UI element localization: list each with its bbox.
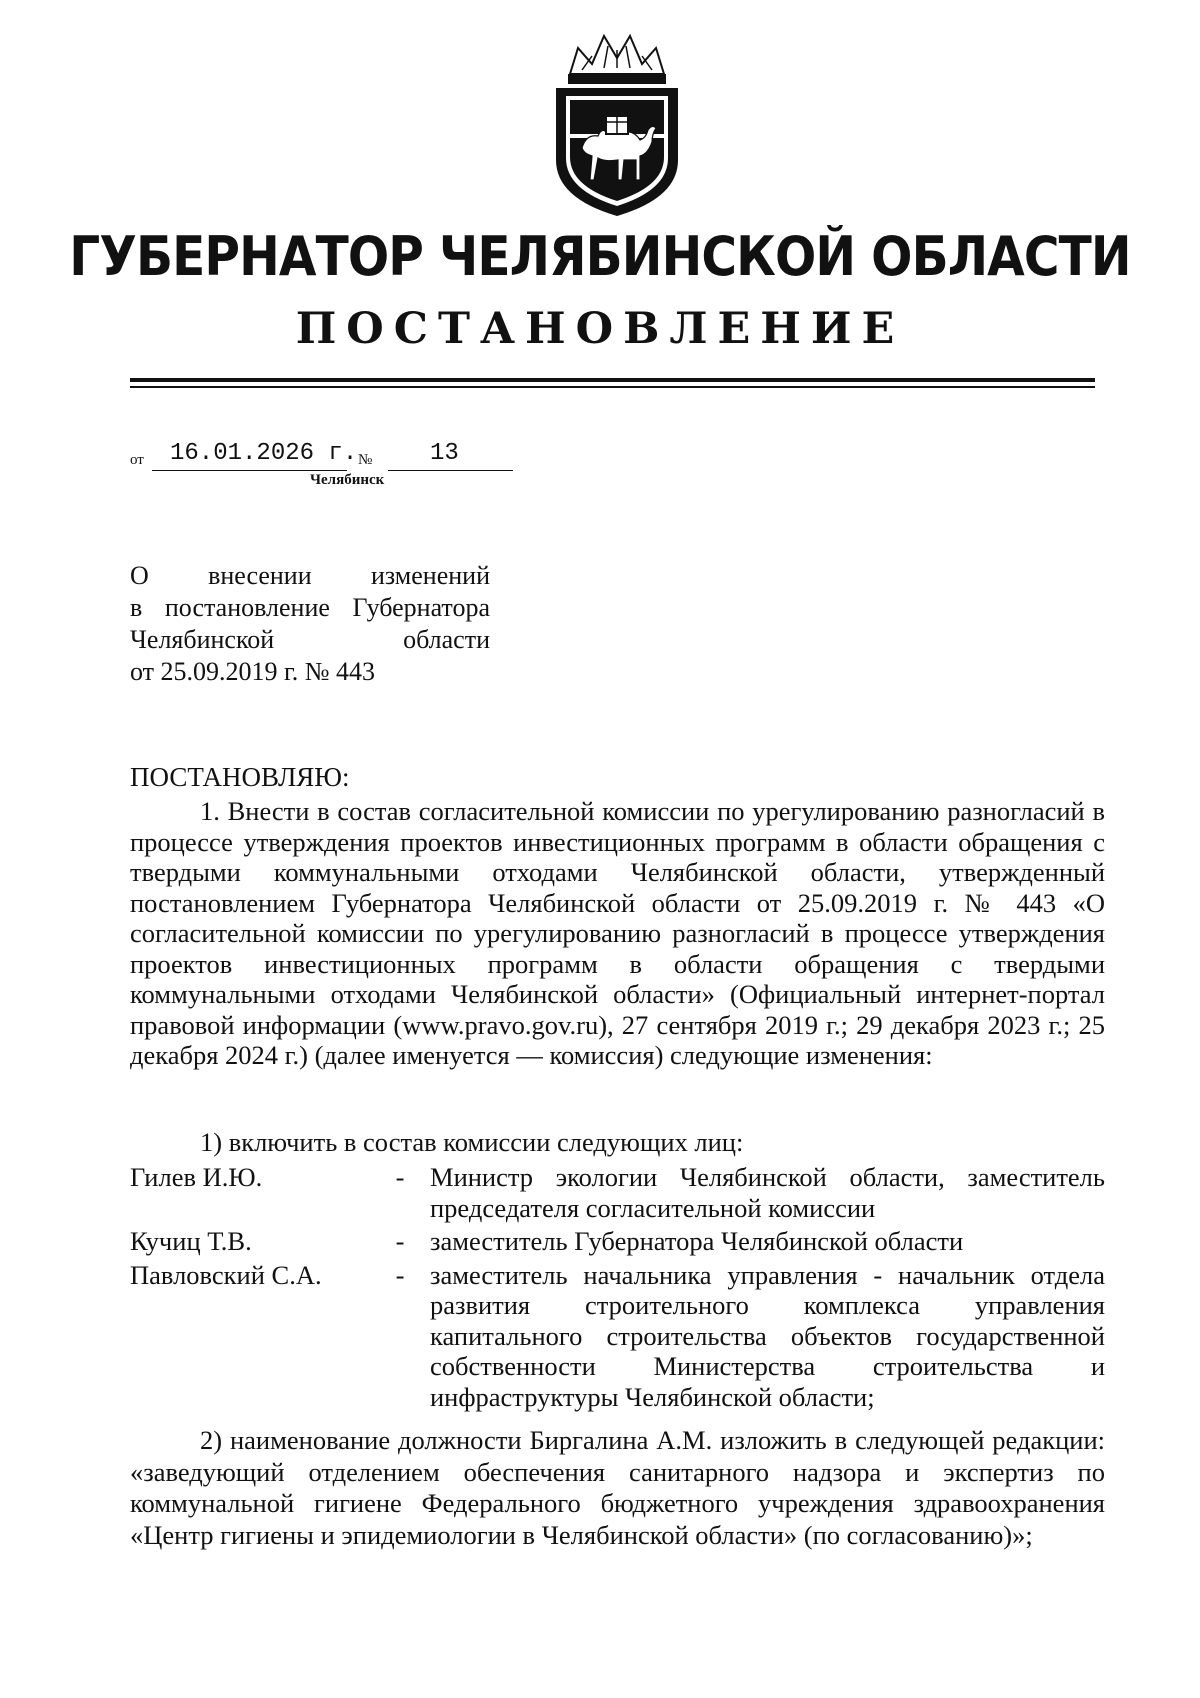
person-name: Павловский С.А. [130, 1259, 322, 1290]
document-number: 13 [430, 440, 459, 467]
person-name: Кучиц Т.В. [130, 1226, 252, 1256]
person-dash: - [395, 1226, 405, 1256]
document-date: 16.01.2026 г. [170, 440, 358, 467]
person-row [130, 1226, 1105, 1257]
number-underline [388, 470, 513, 471]
date-number-line [130, 440, 570, 470]
person-name: Гилев И.Ю. [130, 1162, 263, 1192]
resolve-word: ПОСТАНОВЛЯЮ: [130, 762, 350, 792]
paragraph-1-text: 1. Внести в состав согласительной комиссии по урегулированию разногласий в процессе утверждения проектов инвестиционных программ в области обращения с твердыми коммунальными отходами Челябинской области, утвержденный постановлением Губернатора Челябинской области от 25.09.2019 г. № 443 «О согласительной комиссии по урегулированию разногласий в процессе утверждения проектов инвестиционных программ в области обращения с твердыми коммунальными отходами Челябинской области» (Официальный интернет-портал правовой информации (www.pravo.gov.ru), 27 сентября 2019 г.; 29 декабря 2023 г.; 25 декабря 2024 г.) (далее именуется — комиссия) следующие изменения: [130, 796, 1105, 1070]
city: Челябинск [310, 472, 385, 488]
paragraph-1 [130, 796, 1105, 1071]
paragraph-2 [130, 1425, 1105, 1551]
from-label: от [130, 452, 144, 468]
header-rule-thin [130, 386, 1095, 388]
subparagraph-1: 1) включить в состав комиссии следующих лиц: [200, 1127, 744, 1157]
authority-title: ГУБЕРНАТОР ЧЕЛЯБИНСКОЙ ОБЛАСТИ [69, 225, 1131, 288]
paragraph-2-text: 2) наименование должности Биргалина А.М. изложить в следующей редакции: «заведующий отделением обеспечения санитарного надзора и экспертиз по коммунальной гигиене Федерального бюджетного учреждения здравоохранения «Центр гигиены и эпидемиологии в Челябинской области» (по согласованию)»; [130, 1425, 1105, 1550]
subject-line: О внесении изменений [130, 561, 490, 590]
header-rule-thick [130, 378, 1095, 382]
number-label: № [358, 452, 373, 468]
subject-line: Челябинской области [130, 625, 490, 654]
document-type: ПОСТАНОВЛЕНИЕ [295, 304, 905, 354]
subject-line: в постановление Губернатора [130, 593, 490, 622]
subject-line: от 25.09.2019 г. № 443 [130, 657, 376, 686]
person-dash: - [395, 1162, 405, 1192]
person-role: Министр экологии Челябинской области, заместитель председателя согласительной комиссии [430, 1162, 1105, 1223]
person-role: заместитель Губернатора Челябинской области [430, 1226, 964, 1256]
document-subject [130, 560, 490, 688]
chelyabinsk-coat-of-arms-icon [548, 30, 686, 220]
person-row [130, 1260, 1105, 1413]
persons-list [130, 1162, 1105, 1415]
person-role: заместитель начальника управления - начальник отдела развития строительного комплекса управления капитального строительства объектов государственной собственности Министерства строительства и инфраструктуры Челябинской области; [430, 1259, 1105, 1412]
date-underline [152, 470, 347, 471]
person-dash: - [395, 1259, 405, 1290]
person-row [130, 1162, 1105, 1223]
